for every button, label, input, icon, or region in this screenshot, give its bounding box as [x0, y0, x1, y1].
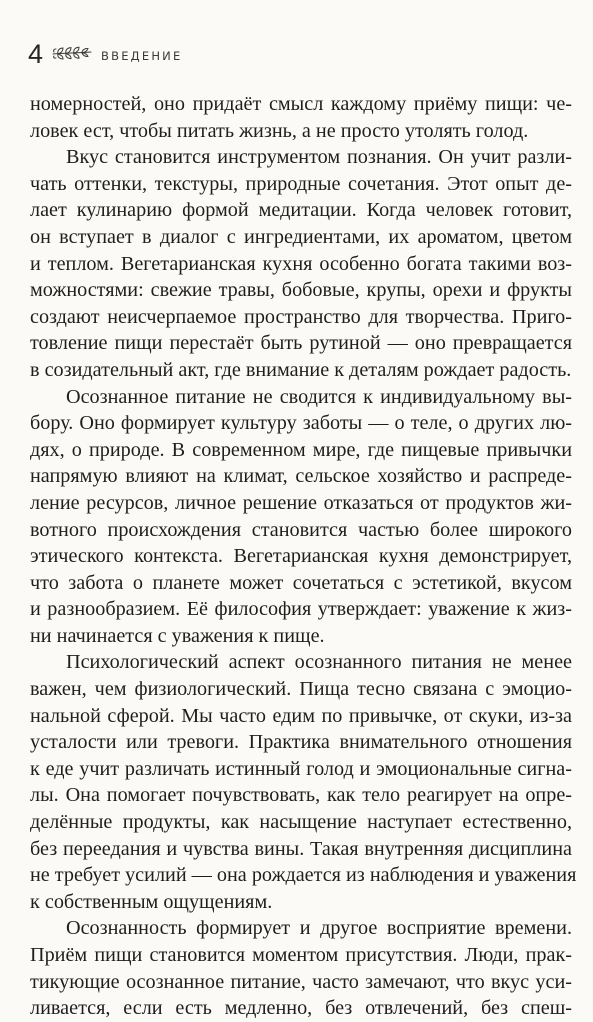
text-line: ление ресурсов, личное решение отказаться от продуктов жи-: [30, 491, 572, 514]
paragraph: [30, 915, 572, 1021]
text-line: напрямую влияют на климат, сельское хозяйство и распреде-: [30, 465, 572, 488]
text-line: бору. Оно формирует культуру заботы — о теле, о других лю-: [30, 412, 572, 435]
text-line: важен, чем физиологический. Пища тесно связана с эмоцио-: [30, 678, 572, 701]
text-line: ловек ест, чтобы питать жизнь, а не просто утолять голод.: [30, 119, 529, 142]
text-line: этического контекста. Вегетарианская кухня демонстрирует,: [30, 545, 572, 568]
text-line: без переедания и чувства вины. Такая внутренняя дисциплина: [30, 837, 572, 860]
text-line: делённые продукты, как насыщение наступает естественно,: [30, 811, 572, 834]
text-line: к собственным ощущениям.: [30, 890, 273, 913]
text-line: номерностей, оно придаёт смысл каждому приёму пищи: че-: [30, 93, 572, 115]
paragraph: [30, 91, 572, 144]
text-line: что забота о планете может сочетаться с эстетикой, вкусом: [30, 571, 572, 594]
paragraph: [30, 144, 572, 383]
page-number: 4: [28, 38, 44, 69]
text-line: Осознанность формирует и другое восприятие времени.: [66, 917, 572, 940]
text-line: и теплом. Вегетарианская кухня особенно богата такими воз-: [30, 252, 572, 275]
text-line: Вкус становится инструментом познания. Он учит разли-: [66, 146, 572, 169]
text-line: ни начинается с уважения к пище.: [30, 624, 325, 647]
leaf-sprig-icon: [51, 45, 93, 66]
text-line: не требует усилий — она рождается из наблюдения и уважения: [30, 864, 577, 887]
text-line: он вступает в диалог с ингредиентами, их ароматом, цветом: [30, 225, 572, 248]
text-line: нальной сферой. Мы часто едим по привычке, от скуки, из-за: [30, 704, 572, 727]
text-line: вотного происхождения становится частью более широкого: [30, 518, 572, 541]
text-line: усталости или тревоги. Практика внимательного отношения: [30, 731, 572, 754]
text-line: к еде учит различать истинный голод и эмоциональные сигна-: [30, 757, 572, 780]
text-line: Приём пищи становится моментом присутствия. Люди, прак-: [30, 944, 572, 966]
text-line: дях, о природе. В современном мире, где пищевые привычки: [30, 438, 572, 461]
paragraph: [30, 384, 572, 650]
text-line: ливается, если есть медленно, без отвлечений, без спеш-: [30, 997, 572, 1020]
text-line: лы. Она помогает почувствовать, как тело реагирует на опре-: [30, 784, 572, 807]
running-head: [28, 38, 182, 70]
body-text: [30, 91, 577, 1022]
text-line: тикующие осознанное питание, часто замечают, что вкус уси-: [30, 970, 572, 993]
section-title: ВВЕДЕНИЕ: [101, 49, 183, 63]
text-line: создают неисчерпаемое пространство для творчества. Приго-: [30, 305, 572, 328]
text-line: товление пищи перестаёт быть рутиной — оно превращается: [30, 332, 572, 355]
text-line: Осознанное питание не сводится к индивидуальному вы-: [66, 385, 572, 408]
paragraph: [30, 649, 577, 915]
text-line: и разнообразием. Её философия утверждает: уважение к жиз-: [30, 598, 572, 621]
text-line: можностями: свежие травы, бобовые, крупы, орехи и фрукты: [30, 279, 572, 302]
text-line: чать оттенки, текстуры, природные сочетания. Этот опыт де-: [30, 172, 572, 195]
text-line: Психологический аспект осознанного питания не менее: [66, 651, 572, 674]
text-line: в созидательный акт, где внимание к деталям рождает радость.: [30, 358, 572, 381]
text-line: лает кулинарию формой медитации. Когда человек готовит,: [30, 199, 572, 222]
